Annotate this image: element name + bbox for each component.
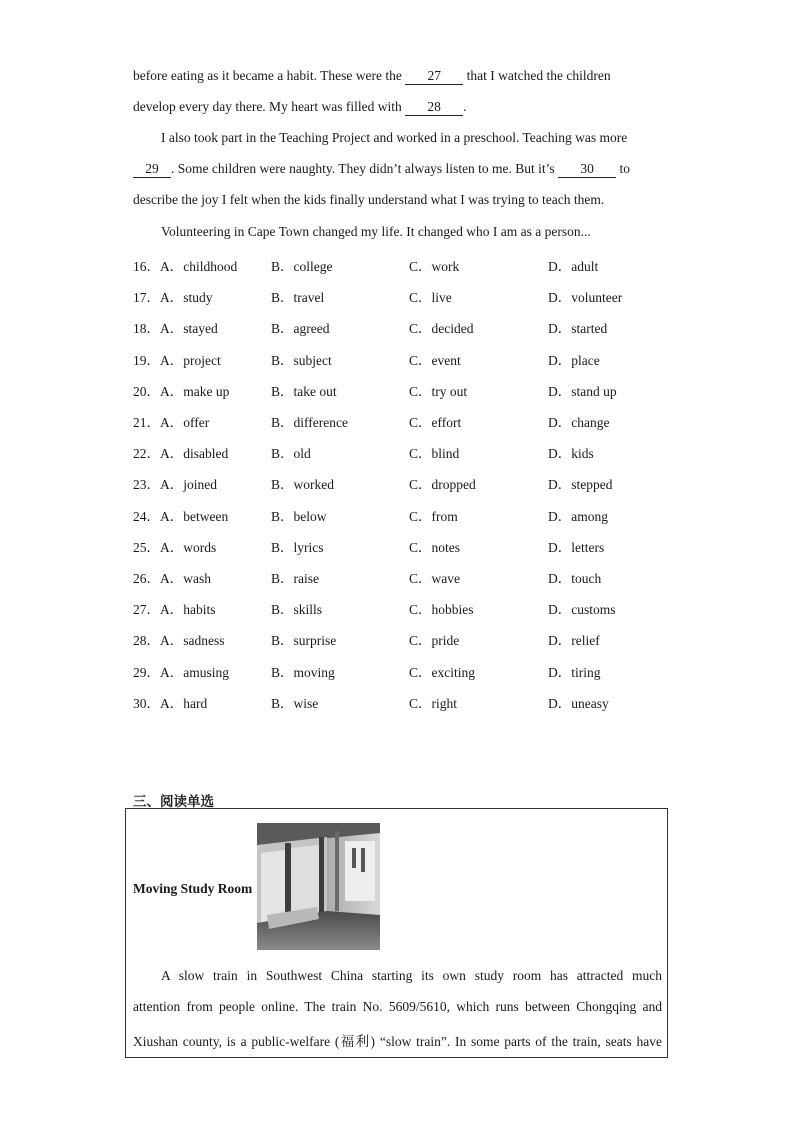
article-title: Moving Study Room: [133, 881, 253, 896]
option-c: C．right: [409, 695, 458, 711]
question-number: 19．: [133, 352, 160, 368]
option-b: B．wise: [271, 695, 319, 711]
option-c: C．decided: [409, 321, 474, 337]
passage-text: before eating as it became a habit. These were the: [133, 68, 406, 83]
option-a: A．offer: [160, 415, 210, 430]
option-c: C．event: [409, 352, 461, 368]
option-a: A．amusing: [160, 664, 229, 680]
option-c: C．dropped: [409, 477, 476, 493]
article-line: Xiushan county, is a public-welfare (福利) “slow train”. In some parts of the train, seats have: [133, 1034, 662, 1049]
option-d: D．relief: [548, 633, 600, 649]
option-b: B．difference: [271, 415, 348, 430]
option-c: C．notes: [409, 539, 461, 555]
option-b: B．subject: [271, 352, 332, 368]
option-b: B．agreed: [271, 321, 330, 337]
option-b: B．lyrics: [271, 539, 324, 555]
question-number: 20．: [133, 383, 160, 399]
option-a: A．words: [160, 539, 217, 555]
option-d: D．adult: [548, 259, 599, 274]
option-d: D．tiring: [548, 664, 601, 680]
passage-line: [133, 99, 467, 116]
passage-text: .: [463, 99, 467, 114]
option-a: A．between: [160, 508, 229, 524]
option-d: D．stepped: [548, 477, 613, 493]
option-a: A．study: [160, 290, 213, 306]
answer-blank: 27: [405, 68, 463, 85]
option-d: D．touch: [548, 571, 602, 586]
option-a: A．childhood: [160, 259, 238, 274]
option-c: C．blind: [409, 446, 460, 462]
article-box: [125, 808, 668, 1058]
option-b: B．below: [271, 508, 327, 524]
option-d: D．started: [548, 321, 608, 337]
answer-blank: 28: [405, 99, 463, 116]
question-number: 21．: [133, 415, 160, 430]
article-line: A slow train in Southwest China starting its own study room has attracted much: [161, 968, 662, 983]
article-line: attention from people online. The train No. 5609/5610, which runs between Chongqing and: [133, 999, 662, 1014]
answer-blank: 29: [133, 161, 171, 178]
option-b: B．take out: [271, 383, 337, 399]
option-a: A．habits: [160, 602, 216, 618]
option-a: A．wash: [160, 571, 211, 586]
option-c: C．live: [409, 290, 452, 306]
option-c: C．effort: [409, 415, 462, 430]
question-number: 30．: [133, 695, 160, 711]
question-number: 26．: [133, 571, 160, 586]
option-a: A．disabled: [160, 446, 229, 462]
option-a: A．sadness: [160, 633, 225, 649]
option-d: D．uneasy: [548, 695, 609, 711]
question-number: 18．: [133, 321, 160, 337]
passage-line: [133, 68, 611, 85]
option-a: A．joined: [160, 477, 217, 493]
option-b: B．college: [271, 259, 333, 274]
option-b: B．old: [271, 446, 311, 462]
option-a: A．project: [160, 352, 221, 368]
section-title: 三、阅读单选: [133, 794, 214, 810]
option-b: B．worked: [271, 477, 334, 493]
question-number: 25．: [133, 539, 160, 555]
option-d: D．place: [548, 352, 600, 368]
option-d: D．stand up: [548, 383, 617, 399]
option-d: D．letters: [548, 539, 605, 555]
passage-text: to: [616, 161, 630, 176]
option-c: C．try out: [409, 383, 468, 399]
option-a: A．stayed: [160, 321, 218, 337]
option-d: D．change: [548, 415, 610, 430]
passage-text: that I watched the children: [463, 68, 611, 83]
question-number: 16．: [133, 259, 160, 274]
option-c: C．wave: [409, 571, 460, 586]
answer-blank: 30: [558, 161, 616, 178]
question-number: 29．: [133, 664, 160, 680]
question-number: 24．: [133, 508, 160, 524]
passage-line: I also took part in the Teaching Project and worked in a preschool. Teaching was more: [161, 130, 628, 145]
option-c: C．hobbies: [409, 602, 474, 618]
option-d: D．volunteer: [548, 290, 623, 306]
option-b: B．travel: [271, 290, 325, 306]
question-number: 17．: [133, 290, 160, 306]
question-number: 23．: [133, 477, 160, 493]
passage-text: develop every day there. My heart was filled with: [133, 99, 406, 114]
question-number: 22．: [133, 446, 160, 462]
passage-line: [133, 161, 630, 178]
train-interior-photo: [257, 823, 380, 950]
option-a: A．make up: [160, 383, 230, 399]
question-number: 27．: [133, 602, 160, 618]
passage-text: . Some children were naughty. They didn’t always listen to me. But it’s: [171, 161, 559, 176]
option-c: C．pride: [409, 633, 460, 649]
option-b: B．skills: [271, 602, 323, 618]
option-b: B．surprise: [271, 633, 337, 649]
question-number: 28．: [133, 633, 160, 649]
option-c: C．work: [409, 259, 460, 274]
option-d: D．kids: [548, 446, 594, 462]
option-a: A．hard: [160, 695, 208, 711]
option-b: B．raise: [271, 571, 319, 586]
option-c: C．from: [409, 508, 458, 524]
option-d: D．customs: [548, 602, 616, 618]
option-d: D．among: [548, 508, 608, 524]
passage-line: describe the joy I felt when the kids finally understand what I was trying to teach them.: [133, 192, 605, 207]
passage-line: Volunteering in Cape Town changed my life. It changed who I am as a person...: [161, 224, 591, 239]
option-c: C．exciting: [409, 664, 475, 680]
option-b: B．moving: [271, 664, 335, 680]
